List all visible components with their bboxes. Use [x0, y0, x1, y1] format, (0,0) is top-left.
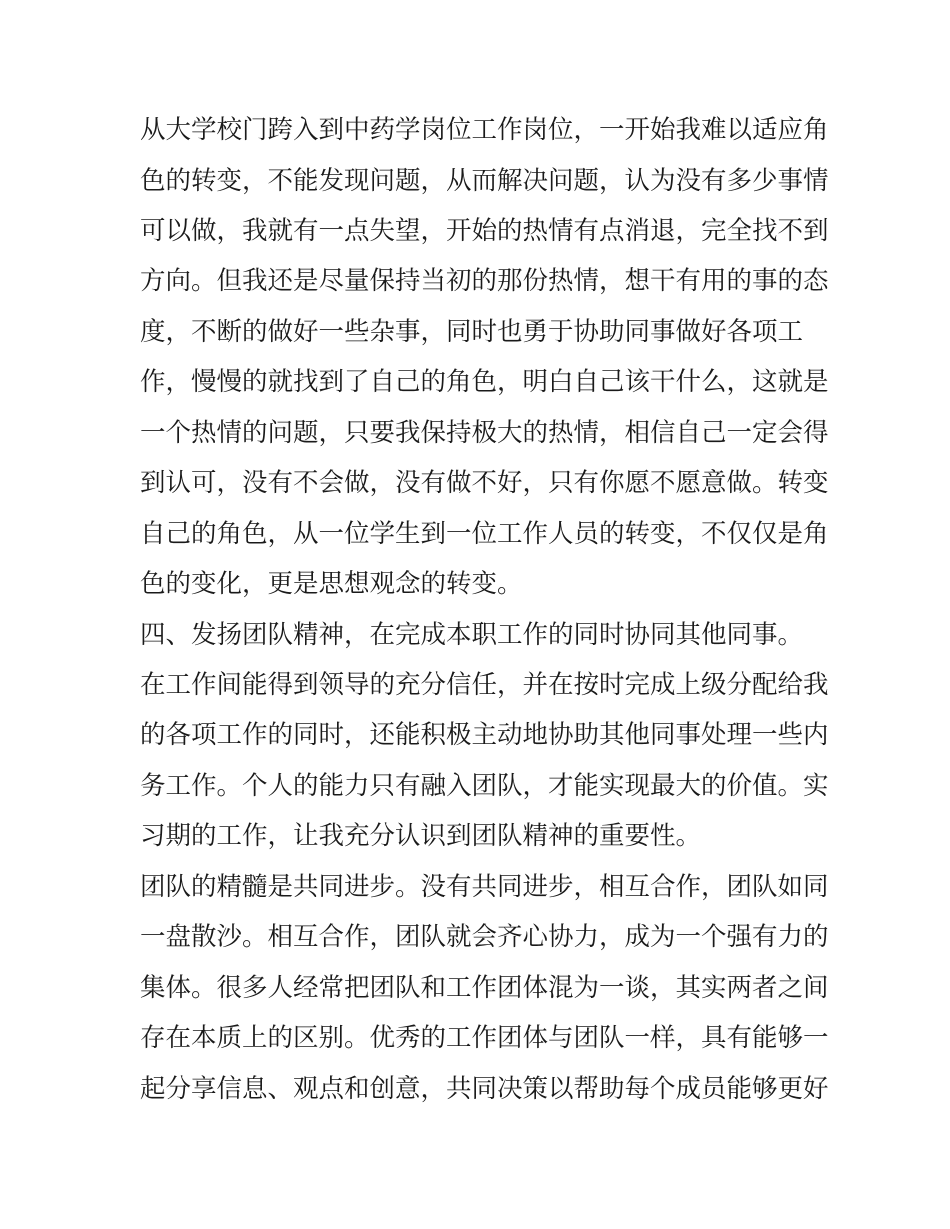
text-line: 存在本质上的区别。优秀的工作团体与团队一样，具有能够一 — [140, 1023, 829, 1053]
text-line: 方向。但我还是尽量保持当初的那份热情，想干有用的事的态 — [140, 266, 829, 296]
text-line: 一盘散沙。相互合作，团队就会齐心协力，成为一个强有力的 — [140, 922, 829, 952]
text-line: 色的变化，更是思想观念的转变。 — [140, 569, 523, 599]
text-line: 可以做，我就有一点失望，开始的热情有点消退，完全找不到 — [140, 216, 829, 246]
text-line: 起分享信息、观点和创意，共同决策以帮助每个成员能够更好 — [140, 1074, 829, 1104]
text-line: 的各项工作的同时，还能积极主动地协助其他同事处理一些内 — [140, 720, 829, 750]
text-line: 务工作。个人的能力只有融入团队，才能实现最大的价值。实 — [140, 771, 829, 801]
text-line: 色的转变，不能发现问题，从而解决问题，认为没有多少事情 — [140, 166, 829, 196]
text-line: 度，不断的做好一些杂事，同时也勇于协助同事做好各项工 — [140, 317, 804, 347]
section-heading: 四、发扬团队精神，在完成本职工作的同时协同其他同事。 — [140, 620, 804, 650]
text-line: 习期的工作，让我充分认识到团队精神的重要性。 — [140, 821, 702, 851]
text-line: 团队的精髓是共同进步。没有共同进步，相互合作，团队如同 — [140, 872, 829, 902]
text-line: 在工作间能得到领导的充分信任，并在按时完成上级分配给我 — [140, 670, 829, 700]
text-line: 从大学校门跨入到中药学岗位工作岗位，一开始我难以适应角 — [140, 115, 829, 145]
text-line: 作，慢慢的就找到了自己的角色，明白自己该干什么，这就是 — [140, 367, 829, 397]
text-line: 自己的角色，从一位学生到一位工作人员的转变，不仅仅是角 — [140, 519, 829, 549]
text-line: 一个热情的问题，只要我保持极大的热情，相信自己一定会得 — [140, 418, 829, 448]
text-line: 到认可，没有不会做，没有做不好，只有你愿不愿意做。转变 — [140, 468, 829, 498]
text-line: 集体。很多人经常把团队和工作团体混为一谈，其实两者之间 — [140, 973, 829, 1003]
